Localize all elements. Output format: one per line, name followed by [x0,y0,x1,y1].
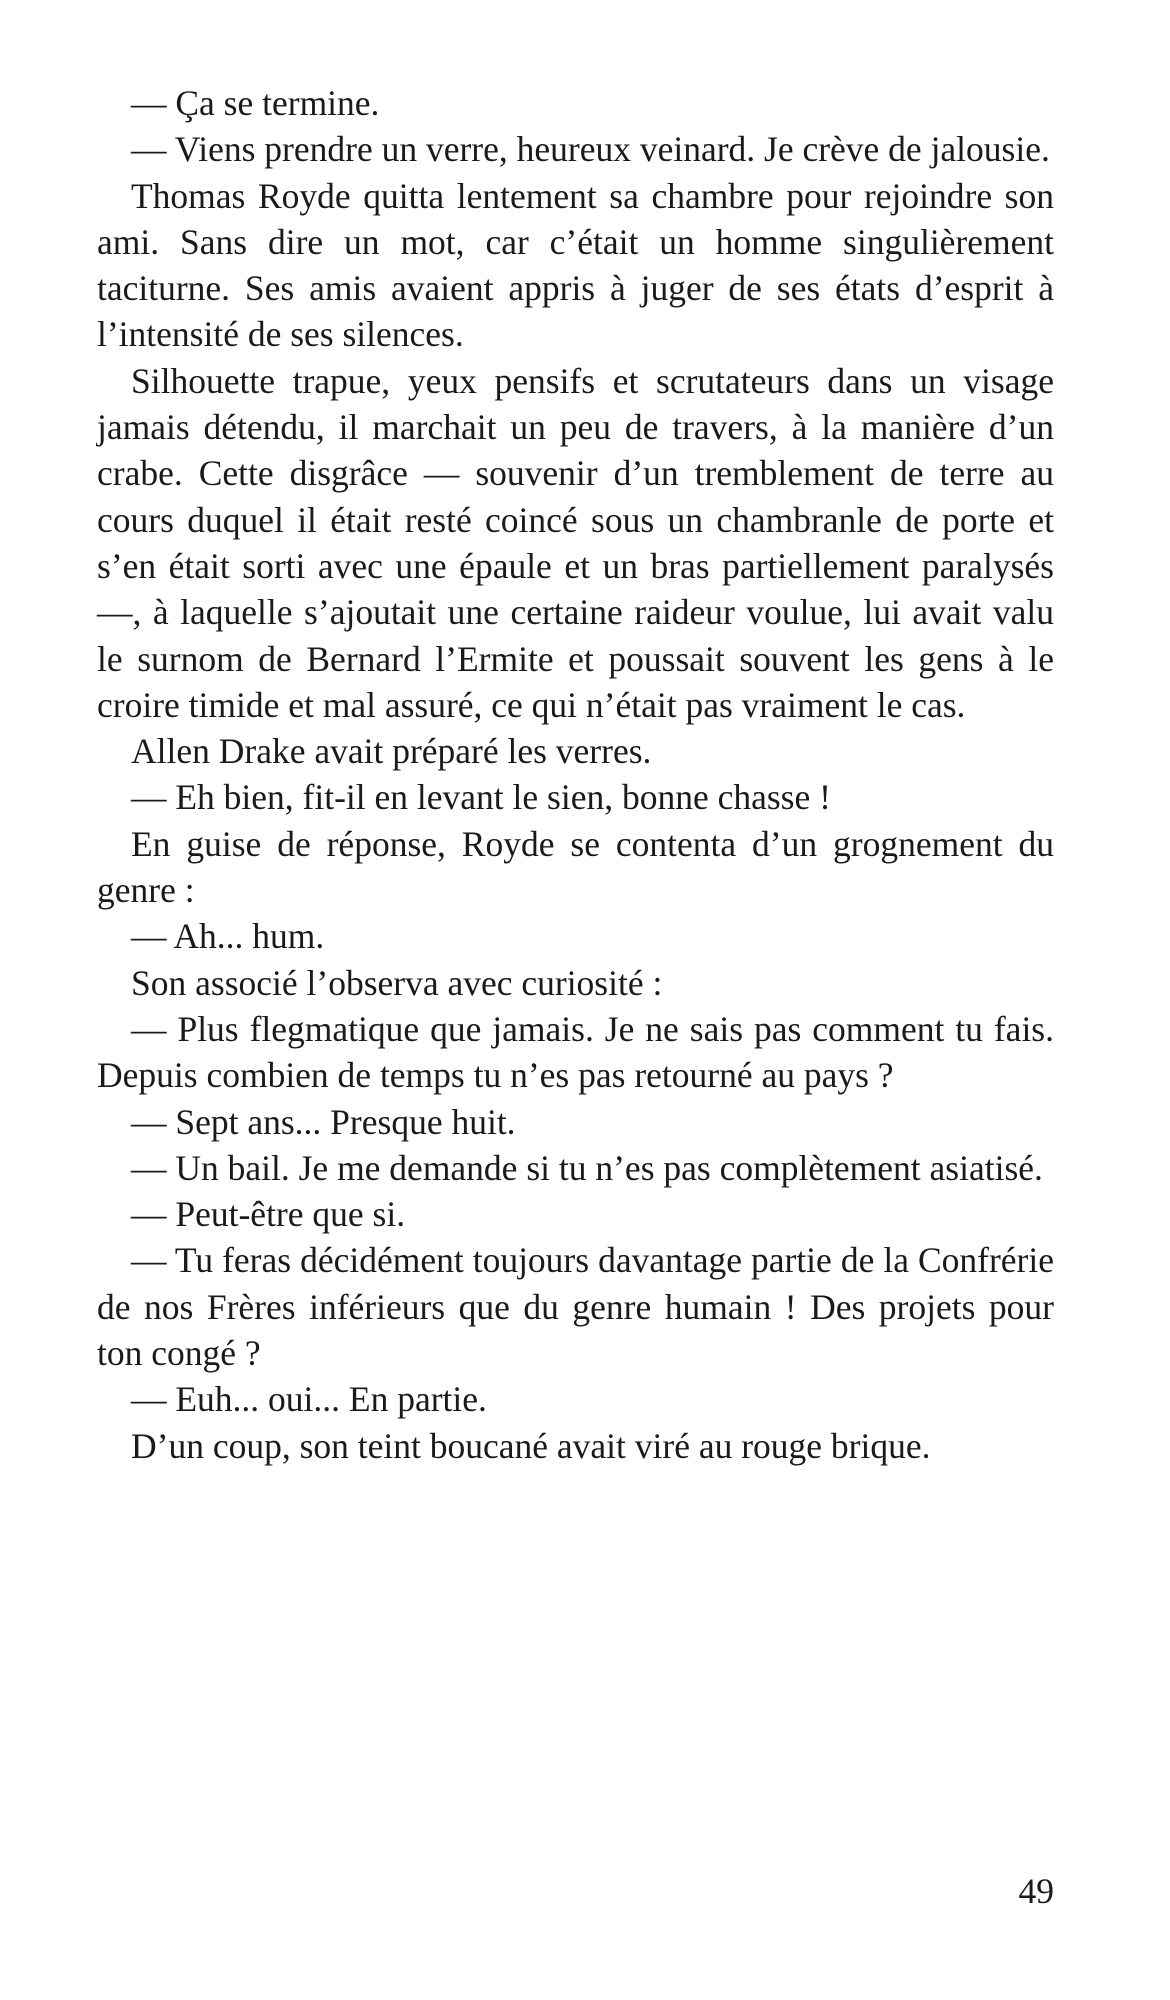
paragraph: — Euh... oui... En partie. [131,1379,487,1420]
page-number: 49 [1018,1871,1054,1911]
paragraph: Silhouette trapue, yeux pensifs et scrutateurs dans un visage jamais détendu, il marchait un peu de travers, à la manière d’un crabe. Cette disgrâce — souvenir d’un tremblement de terre au cours duquel il était resté coincé sous un chambranle de porte et s’en était sorti avec une épaule et un bras partiellement paralysés —, à laquelle s’ajoutait une certaine raideur voulue, lui avait valu le surnom de Bernard l’Ermite et poussait souvent les gens à le croire timide et mal assuré, ce qui n’était pas vraiment le cas. [97,360,1054,725]
paragraph: — Eh bien, fit-il en levant le sien, bonne chasse ! [131,777,831,818]
paragraph: — Viens prendre un verre, heureux veinard. Je crève de jalousie. [131,129,1050,170]
paragraph: — Sept ans... Presque huit. [131,1101,516,1142]
paragraph: — Ah... hum. [131,916,325,957]
paragraph: — Plus flegmatique que jamais. Je ne sais pas comment tu fais. Depuis combien de temps tu n’es pas retourné au pays ? [97,1008,1054,1096]
page-text [97,80,1054,1469]
paragraph: — Peut-être que si. [131,1194,406,1235]
paragraph: Allen Drake avait préparé les verres. [131,731,652,772]
paragraph: — Un bail. Je me demande si tu n’es pas complètement asiatisé. [131,1147,1043,1188]
paragraph: — Tu feras décidément toujours davantage partie de la Confrérie de nos Frères inférieurs que du genre humain ! Des projets pour ton congé ? [97,1240,1054,1374]
paragraph: Thomas Royde quitta lentement sa chambre pour rejoindre son ami. Sans dire un mot, car c’était un homme singulièrement taciturne. Ses amis avaient appris à juger de ses états d’esprit à l’intensité de ses silences. [97,175,1054,355]
paragraph: En guise de réponse, Royde se contenta d’un grognement du genre : [97,823,1054,911]
paragraph: Son associé l’observa avec curiosité : [131,962,663,1003]
paragraph: D’un coup, son teint boucané avait viré au rouge brique. [131,1425,931,1466]
paragraph: — Ça se termine. [131,83,380,123]
